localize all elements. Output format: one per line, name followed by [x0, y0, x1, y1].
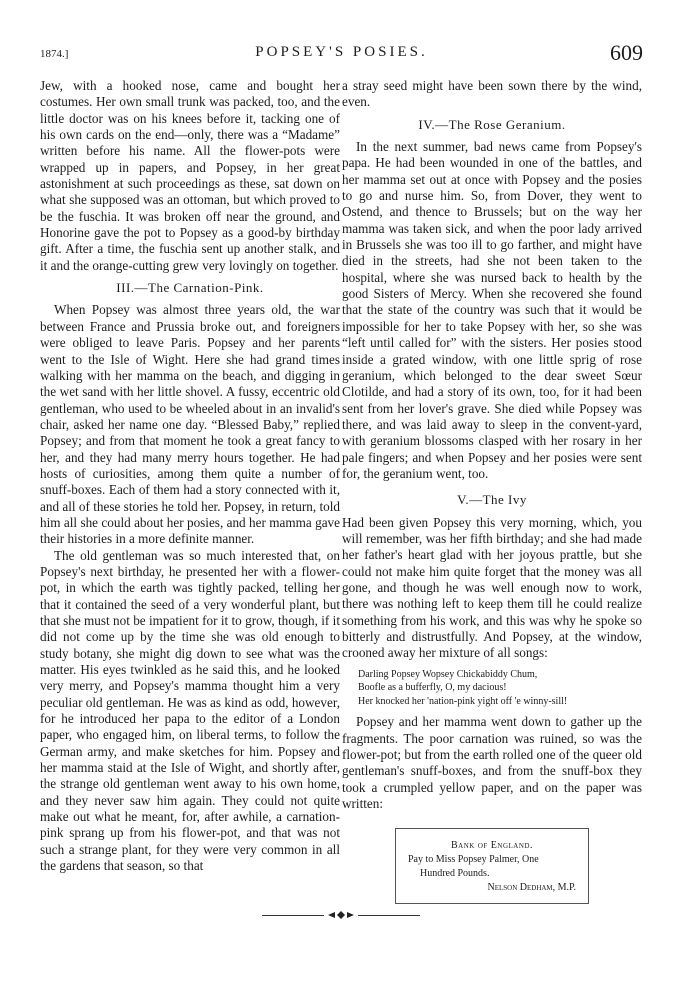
verse-line: Her knocked her 'nation-pink yight off 'e winny-sill! [358, 695, 568, 707]
section-heading-carnation-pink: III.—The Carnation-Pink. [116, 280, 264, 296]
note-signature: Nelson Dedham, M.P. [487, 882, 576, 894]
verse-line: Darling Popsey Wopsey Chickabiddy Chum, [358, 668, 538, 680]
header-year: 1874.] [40, 48, 69, 60]
note-line: Pay to Miss Popsey Palmer, One [408, 854, 539, 866]
ornament-rule-right [358, 915, 420, 916]
ornament-diamond-icon [326, 911, 356, 919]
paragraph: When Popsey was almost three years old, the war between France and Prussia broke out, and foreigners were obliged to leave Paris. Popsey and her parents went to the Isle of Wight. Here she had grand times walking with her mamma on the beach, and digging in the wet sand with her little shovel. A fussy, eccentric old gentleman, who used to be wheeled about in an invalid's chair, asked her name one day. “Blessed Baby,” replied Popsey; and from that moment he took a great fancy to her, and they had many merry hours together. He had hosts of curiosities, among them quite a number of snuff-boxes. Each of them had a story connected with it, and all of these stories he told her. Popsey, in return, told him all she could about her posies, and her mamma gave their histories in a more definite manner. [40, 302, 340, 547]
page-number: 609 [610, 40, 643, 65]
song-verse [358, 668, 642, 709]
paragraph: Had been given Popsey this very morning, which, you will remember, was her fifth birthday; and she had made her father's heart glad with her joyous prattle, but she could not make him quite forget that the money was all gone, and though he was well enough now to work, there was nothing left to keep them till he could realize something from his work, and this was why he spoke so bitterly and distrustfully. And Popsey, at the window, crooned away her mixture of all songs: [342, 514, 642, 661]
ornament-rule-left [262, 915, 324, 916]
section-heading-ivy: V.—The Ivy [457, 492, 527, 508]
right-column [342, 78, 642, 904]
paragraph: The old gentleman was so much interested that, on Popsey's next birthday, he presented her with a flower-pot, in which the earth was tightly packed, telling her that it contained the seed of a very wonderful plant, but that she must not be impatient for it to grow, though, if it did not come up by the time she was old enough to study botany, she might dig down to see what was the matter. His eyes twinkled as he said this, and he looked very merry, and Popsey's mamma thought him a very peculiar old gentleman. He was as kind as odd, however, for he introduced her papa to the editor of a London paper, who engaged him, on liberal terms, to follow the German army, and make sketches for him. Popsey and her mamma staid at the Isle of Wight, and shortly after, the strange old gentleman went away to his own home, and they never saw him again. They could not quite make out what he meant, for, after awhile, a carnation-pink sprang up from his flower-pot, and that was not such a strange plant, for they were very common in all the gardens that season, so that [40, 547, 340, 874]
section-heading-rose-geranium: IV.—The Rose Geranium. [418, 116, 566, 132]
end-ornament [0, 910, 683, 920]
paragraph: a stray seed might have been sown there by the wind, even. [342, 78, 642, 110]
paragraph: In the next summer, bad news came from Popsey's papa. He had been wounded in one of the battles, and her mamma set out at once with Popsey and the posies to go and nurse him. So, from Dover, they went to Ostend, and thence to Brussels; but on the way her mamma was taken sick, and when the poor lady arrived in Brussels she was too ill to go farther, and might have died in the streets, had she not been taken to the hospital, where she was nursed back to health by the good Sisters of Mercy. When she recovered she found that the state of the country was such that it would be impossible for her to take Popsey with her, so she was “left until called for” with the sisters. Her posies stood inside a grated window, with one little sprig of rose geranium, which belonged to the dear sweet Sœur Clotilde, and had a story of its own, too, for it had been sent from her lover's grave. She died while Popsey was there, and was laid away to sleep in the convent-yard, with geranium blossoms clasped with her rosary in her pale fingers; and when Popsey and her posies were sent for, the geranium went, too. [342, 139, 642, 481]
header-title: POPSEY'S POSIES. [255, 44, 428, 60]
verse-line: Boofle as a bufferfly, O, my dacious! [358, 682, 507, 694]
note-body [408, 853, 576, 881]
note-title: Bank of England. [451, 840, 533, 852]
note-line: Hundred Pounds. [420, 868, 490, 880]
running-header [40, 40, 643, 72]
left-column [40, 78, 340, 875]
bank-note [395, 828, 589, 904]
paragraph: Jew, with a hooked nose, came and bought her costumes. Her own small trunk was packed, too, and the little doctor was on his knees before it, tacking one of his own cards on the end—only, there was a “Madame” written before his name. All the flower-pots were wrapped up in papers, and Popsey, in her great astonishment at such proceedings as these, sat down on what she supposed was an ottoman, but which proved to be the fuschia. It was broken off near the ground, and Honorine gave the pot to Popsey as a good-by birthday gift. After a time, the fuschia sent up another stalk, and it and the orange-cutting grew very lovingly on together. [40, 78, 340, 273]
paragraph: Popsey and her mamma went down to gather up the fragments. The poor carnation was ruined, so was the flower-pot; but from the earth rolled one of the queer old gentleman's snuff-boxes, and from the snuff-box they took a crumpled yellow paper, and on the paper was written: [342, 714, 643, 811]
